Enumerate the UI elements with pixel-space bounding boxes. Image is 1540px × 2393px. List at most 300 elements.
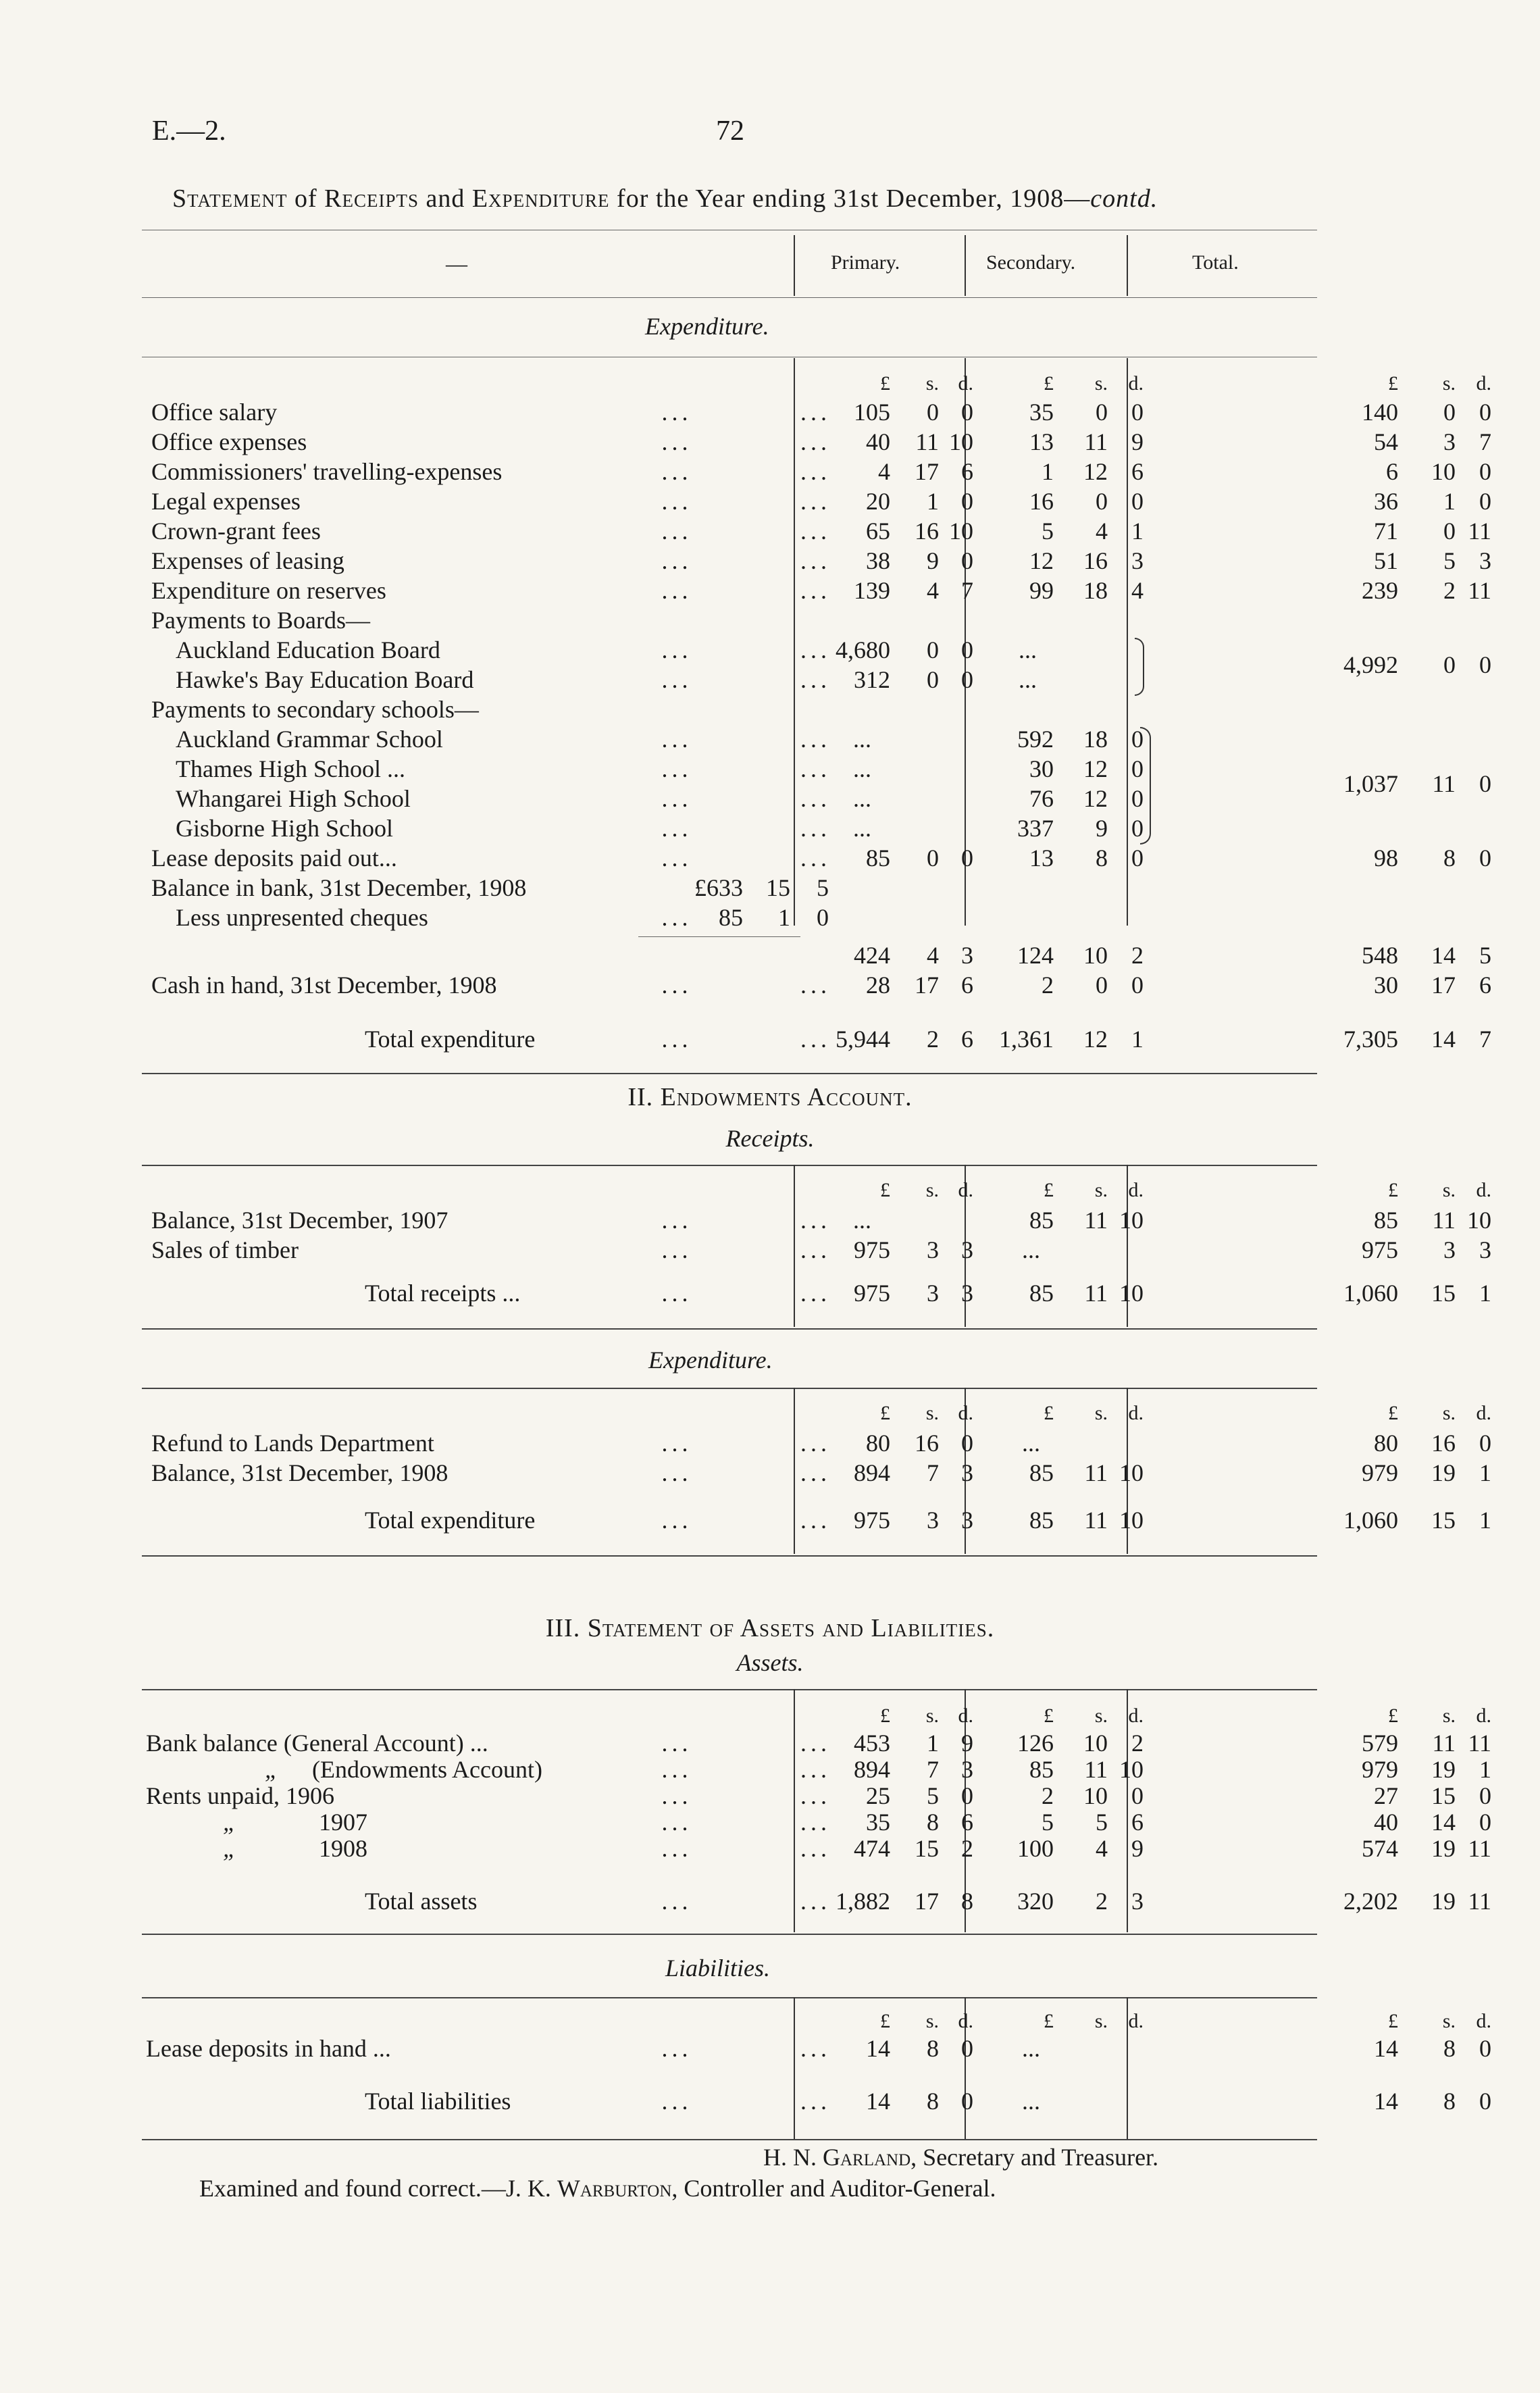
amount-shillings: 15 [1431,1507,1456,1534]
leader-dots: ... [800,2088,831,2115]
leader-dots: ... [661,488,692,515]
amount-shillings: 4 [927,942,939,969]
signature-secretary [763,2143,1158,2171]
subtotal-row [142,942,1491,969]
row-label: Commissioners' travelling-expenses [151,458,503,485]
amount-pounds: 85 [719,904,743,931]
leader-dots: ... [800,666,831,693]
row-label: Total liabilities [365,2088,511,2115]
amount-pence: 6 [961,1026,973,1053]
col-secondary: Secondary. [986,251,1076,274]
leader-dots: ... [800,1280,831,1307]
amount-shillings: 17 [915,458,939,485]
amount-pounds: 85 [1029,1280,1054,1307]
leader-dots: ... [800,1236,831,1263]
amount-pounds: 76 [1029,785,1054,812]
amount-pence: 6 [1131,1809,1144,1836]
row-label: Total expenditure [365,1507,536,1534]
amount-pence: 3 [961,1280,973,1307]
section-name: Endowments Account. [660,1083,913,1111]
unit-pound: £ [1044,1705,1054,1727]
amount-pounds: 54 [1374,428,1398,455]
leader-dots: ... [661,1430,692,1457]
empty-dots: ... [1022,2088,1040,2115]
leader-dots: ... [800,815,831,842]
amount-pounds: 474 [854,1835,890,1862]
table-row [142,399,1491,426]
ditto-mark: „ [223,1835,237,1862]
table-row [142,2035,1491,2062]
amount-shillings: 2 [927,1026,939,1053]
total-row [142,1026,1491,1053]
amount-pence: 0 [961,399,973,426]
row-label: 1908 [319,1835,367,1862]
leader-dots: ... [800,726,831,753]
leader-dots: ... [661,547,692,574]
amount-pounds: 98 [1374,845,1398,872]
amount-shillings: 14 [1431,942,1456,969]
unit-pound: £ [1388,372,1398,395]
row-label: Cash in hand, 31st December, 1908 [151,972,497,999]
amount-pence: 1 [1479,1756,1491,1783]
section-heading: Liabilities. [665,1955,771,1982]
amount-pence: 1 [1131,1026,1144,1053]
amount-pounds: 36 [1374,488,1398,515]
amount-pounds: 14 [1374,2088,1398,2115]
amount-pence: 0 [1479,1782,1491,1809]
unit-s: s. [1442,1402,1456,1424]
units-row [142,1400,1491,1427]
table-row [142,874,1317,901]
empty-dots: ... [853,815,871,842]
amount-pounds: 975 [854,1507,890,1534]
leader-dots: ... [800,1888,831,1915]
amount-pence: 5 [1479,942,1491,969]
amount-pence: 0 [1479,2088,1491,2115]
amount-shillings: 4 [1096,1835,1108,1862]
empty-dots: ... [1019,636,1037,663]
amount-shillings: 0 [1096,972,1108,999]
table-row [142,1730,1491,1757]
amount-pounds: 5 [1042,518,1054,545]
amount-pence: 0 [1131,755,1144,782]
amount-pence: 3 [961,1459,973,1486]
group-heading-label: Payments to secondary schools— [151,696,479,723]
amount-shillings: 11 [915,428,939,455]
unit-d: d. [1128,372,1144,395]
table-row [142,488,1491,515]
row-label: 1907 [319,1809,367,1836]
rule [142,1073,1317,1074]
row-label: Expenditure on reserves [151,577,386,604]
amount-shillings: 16 [1083,547,1108,574]
column-rule [794,235,795,296]
amount-pence: 10 [1119,1756,1144,1783]
unit-pound: £ [1388,2010,1398,2032]
table-row [142,1207,1491,1234]
leader-dots: ... [800,1430,831,1457]
title-word: for the Year ending 31st December, 1908— [617,184,1091,213]
leader-dots: ... [661,1835,692,1862]
amount-pence: 11 [1468,1888,1491,1915]
amount-pence: 0 [1479,488,1491,515]
page-number: 72 [716,116,744,147]
unit-d: d. [1128,1179,1144,1201]
amount-shillings: 11 [1432,1730,1456,1757]
amount-pence: 9 [961,1730,973,1757]
auditor-name: Warburton [557,2175,672,2202]
amount-pounds: 27 [1374,1782,1398,1809]
section-heading: Receipts. [725,1125,815,1152]
table-row [142,547,1491,574]
unit-s: s. [1094,2010,1108,2032]
section-heading: Assets. [736,1649,804,1676]
leader-dots: ... [661,458,692,485]
amount-pounds: 2 [1042,972,1054,999]
amount-pence: 0 [1131,785,1144,812]
row-label: Refund to Lands Department [151,1430,434,1457]
leader-dots: ... [800,488,831,515]
amount-shillings: 8 [1443,2088,1456,2115]
leader-dots: ... [800,636,831,663]
table-row [142,972,1491,999]
amount-shillings: 10 [1083,1730,1108,1757]
amount-pounds: 1 [1042,458,1054,485]
auditor-role: , Controller and Auditor-General. [671,2175,996,2202]
leader-dots: ... [661,1888,692,1915]
title-word: and [426,184,465,213]
total-row [142,1507,1491,1534]
leader-dots: ... [661,755,692,782]
amount-pounds: 20 [866,488,890,515]
subtotal-row [142,770,1491,797]
title-contd: contd. [1090,184,1158,213]
amount-pence: 0 [961,2088,973,2115]
row-label: Auckland Grammar School [176,726,443,753]
amount-pence: 6 [961,1809,973,1836]
page-title [172,184,1158,213]
rule [142,1388,1317,1389]
amount-shillings: 8 [927,1809,939,1836]
unit-s: s. [925,1179,939,1201]
amount-shillings: 19 [1431,1756,1456,1783]
unit-s: s. [925,2010,939,2032]
amount-shillings: 10 [1431,458,1456,485]
amount-pence: 0 [961,1782,973,1809]
amount-pounds: 894 [854,1459,890,1486]
amount-pence: 3 [1479,547,1491,574]
table-row [142,577,1491,604]
row-label: Rents unpaid, 1906 [146,1782,334,1809]
unit-s: s. [1442,2010,1456,2032]
leader-dots: ... [800,577,831,604]
amount-pounds: 28 [866,972,890,999]
amount-shillings: 11 [1084,1280,1108,1307]
amount-pence: 3 [961,1236,973,1263]
amount-pounds: 85 [1029,1507,1054,1534]
amount-pounds: 85 [1029,1207,1054,1234]
row-label: Expenses of leasing [151,547,344,574]
amount-pounds: 5 [1042,1809,1054,1836]
total-row [142,1888,1491,1915]
row-label: Hawke's Bay Education Board [176,666,474,693]
amount-shillings: 10 [1083,942,1108,969]
row-label: Legal expenses [151,488,301,515]
amount-pence: 0 [961,1430,973,1457]
amount-pence: 7 [1479,1026,1491,1053]
amount-pounds: 30 [1374,972,1398,999]
amount-pounds: 100 [1017,1835,1054,1862]
amount-pence: 0 [1479,458,1491,485]
amount-pounds: 25 [866,1782,890,1809]
amount-pence: 10 [1119,1459,1144,1486]
table-row [142,1809,1491,1836]
amount-pence: 0 [961,636,973,663]
leader-dots: ... [800,1459,831,1486]
empty-dots: ... [1022,1236,1040,1263]
amount-pounds: £633 [694,874,743,901]
amount-shillings: 0 [927,845,939,872]
leader-dots: ... [661,1782,692,1809]
amount-pence: 1 [1479,1507,1491,1534]
amount-pence: 1 [1479,1280,1491,1307]
amount-shillings: 0 [1443,399,1456,426]
unit-d: d. [1476,1705,1491,1727]
leader-dots: ... [661,1459,692,1486]
table-row [142,845,1491,872]
amount-pounds: 140 [1362,399,1398,426]
amount-shillings: 7 [927,1756,939,1783]
amount-pounds: 7,305 [1343,1026,1398,1053]
amount-pence: 6 [961,972,973,999]
amount-pounds: 80 [866,1430,890,1457]
amount-pounds: 30 [1029,755,1054,782]
leader-dots: ... [661,428,692,455]
amount-pounds: 312 [854,666,890,693]
amount-pence: 0 [1479,399,1491,426]
amount-shillings: 5 [927,1782,939,1809]
leader-dots: ... [800,972,831,999]
amount-pounds: 13 [1029,845,1054,872]
amount-pounds: 40 [866,428,890,455]
amount-pence: 6 [1131,458,1144,485]
amount-shillings: 12 [1083,785,1108,812]
table-row [142,1782,1491,1809]
amount-pounds: 979 [1362,1459,1398,1486]
row-label: Sales of timber [151,1236,299,1263]
amount-shillings: 8 [1443,2035,1456,2062]
unit-d: d. [1128,1402,1144,1424]
amount-pence: 0 [961,547,973,574]
amount-pounds: 139 [854,577,890,604]
table-row [142,1236,1491,1263]
row-label: Lease deposits in hand ... [146,2035,391,2062]
amount-pence: 3 [961,942,973,969]
amount-shillings: 16 [915,1430,939,1457]
row-label: Auckland Education Board [176,636,440,663]
amount-pounds: 14 [1374,2035,1398,2062]
unit-pound: £ [1044,1402,1054,1424]
units-row [142,1703,1491,1730]
leader-dots: ... [661,1207,692,1234]
amount-pounds: 12 [1029,547,1054,574]
amount-pence: 6 [1479,972,1491,999]
rule [142,1165,1317,1166]
unit-pound: £ [1044,2010,1054,2032]
amount-pence: 3 [961,1507,973,1534]
amount-shillings: 4 [927,577,939,604]
table-row [142,428,1491,455]
amount-pence: 0 [961,488,973,515]
empty-dots: ... [1022,1430,1040,1457]
section-name: Statement of Assets and Liabilities. [587,1614,995,1642]
amount-pence: 0 [1131,972,1144,999]
row-label: Bank balance (General Account) ... [146,1730,488,1757]
amount-pounds: 1,037 [1343,770,1398,797]
section-heading: Expenditure. [645,313,769,340]
leader-dots: ... [800,1507,831,1534]
amount-pence: 0 [1131,726,1144,753]
amount-pounds: 65 [866,518,890,545]
amount-pence: 0 [1131,1782,1144,1809]
leader-dots: ... [661,815,692,842]
amount-pounds: 4,680 [836,636,890,663]
row-label: Total assets [365,1888,478,1915]
col-primary: Primary. [831,251,900,274]
amount-shillings: 16 [1431,1430,1456,1457]
amount-pounds: 2 [1042,1782,1054,1809]
amount-shillings: 5 [1443,547,1456,574]
amount-pence: 0 [1479,845,1491,872]
row-label: Office expenses [151,428,307,455]
amount-shillings: 1 [778,904,790,931]
unit-pound: £ [880,1402,890,1424]
amount-shillings: 8 [1443,845,1456,872]
title-word: Receipts [324,184,419,213]
amount-shillings: 14 [1431,1809,1456,1836]
unit-s: s. [1442,372,1456,395]
unit-s: s. [925,372,939,395]
leader-dots: ... [661,1026,692,1053]
unit-pound: £ [1044,1179,1054,1201]
rule [142,2139,1317,2140]
amount-pounds: 894 [854,1756,890,1783]
amount-shillings: 5 [1096,1809,1108,1836]
amount-pounds: 320 [1017,1888,1054,1915]
amount-pounds: 6 [1386,458,1398,485]
leader-dots: ... [661,972,692,999]
empty-dots: ... [1022,2035,1040,2062]
table-row [142,904,1317,931]
row-label: Balance, 31st December, 1907 [151,1207,448,1234]
amount-shillings: 0 [1096,399,1108,426]
expenditure-ledger [142,230,1491,1053]
amount-pence: 11 [1468,1730,1491,1757]
amount-pounds: 592 [1017,726,1054,753]
column-rule [1127,235,1128,296]
amount-pounds: 85 [1029,1756,1054,1783]
unit-pound: £ [1388,1179,1398,1201]
amount-shillings: 1 [927,488,939,515]
total-row [142,2088,1491,2115]
amount-pounds: 975 [1362,1236,1398,1263]
amount-shillings: 15 [915,1835,939,1862]
leader-dots: ... [800,458,831,485]
amount-pence: 4 [1131,577,1144,604]
unit-pound: £ [1044,372,1054,395]
amount-shillings: 10 [1083,1782,1108,1809]
units-row [142,370,1491,397]
leader-dots: ... [661,726,692,753]
amount-pounds: 1,060 [1343,1507,1398,1534]
leader-dots: ... [661,785,692,812]
amount-pence: 9 [1131,1835,1144,1862]
unit-pound: £ [1388,1705,1398,1727]
amount-shillings: 19 [1431,1835,1456,1862]
amount-shillings: 3 [1443,428,1456,455]
amount-pence: 5 [817,874,829,901]
table-row [142,1430,1491,1457]
amount-pounds: 548 [1362,942,1398,969]
leader-dots: ... [800,1756,831,1783]
amount-shillings: 11 [1432,770,1456,797]
leader-dots: ... [800,785,831,812]
unit-d: d. [1128,1705,1144,1727]
table-row [142,1459,1491,1486]
amount-shillings: 11 [1084,1207,1108,1234]
rule [142,297,1317,298]
empty-dots: ... [853,726,871,753]
unit-s: s. [1442,1705,1456,1727]
empty-dots: ... [853,755,871,782]
amount-shillings: 7 [927,1459,939,1486]
amount-shillings: 0 [927,636,939,663]
amount-pence: 10 [1467,1207,1491,1234]
leader-dots: ... [661,666,692,693]
row-label: Total expenditure [365,1026,536,1053]
leader-dots: ... [661,399,692,426]
row-label: (Endowments Account) [312,1756,542,1783]
ditto-mark: „ [265,1756,279,1783]
secretary-role: , Secretary and Treasurer. [910,2144,1159,2171]
amount-pounds: 71 [1374,518,1398,545]
amount-shillings: 18 [1083,577,1108,604]
leader-dots: ... [800,845,831,872]
row-label: Whangarei High School [176,785,411,812]
rule [142,1934,1317,1935]
amount-pence: 7 [961,577,973,604]
unit-s: s. [925,1705,939,1727]
amount-shillings: 11 [1084,428,1108,455]
leader-dots: ... [800,2035,831,2062]
amount-pounds: 4,992 [1343,651,1398,678]
amount-pounds: 5,944 [836,1026,890,1053]
unit-pound: £ [880,372,890,395]
leader-dots: ... [800,1026,831,1053]
row-label: Total receipts ... [365,1280,521,1307]
amount-pence: 0 [961,845,973,872]
amount-pence: 3 [961,1756,973,1783]
row-label: Crown-grant fees [151,518,321,545]
leader-dots: ... [661,518,692,545]
amount-shillings: 3 [927,1236,939,1263]
amount-shillings: 1 [1443,488,1456,515]
amount-shillings: 8 [927,2088,939,2115]
amount-shillings: 0 [1096,488,1108,515]
unit-d: d. [958,1402,973,1424]
amount-pence: 0 [1131,815,1144,842]
amount-pence: 2 [961,1835,973,1862]
